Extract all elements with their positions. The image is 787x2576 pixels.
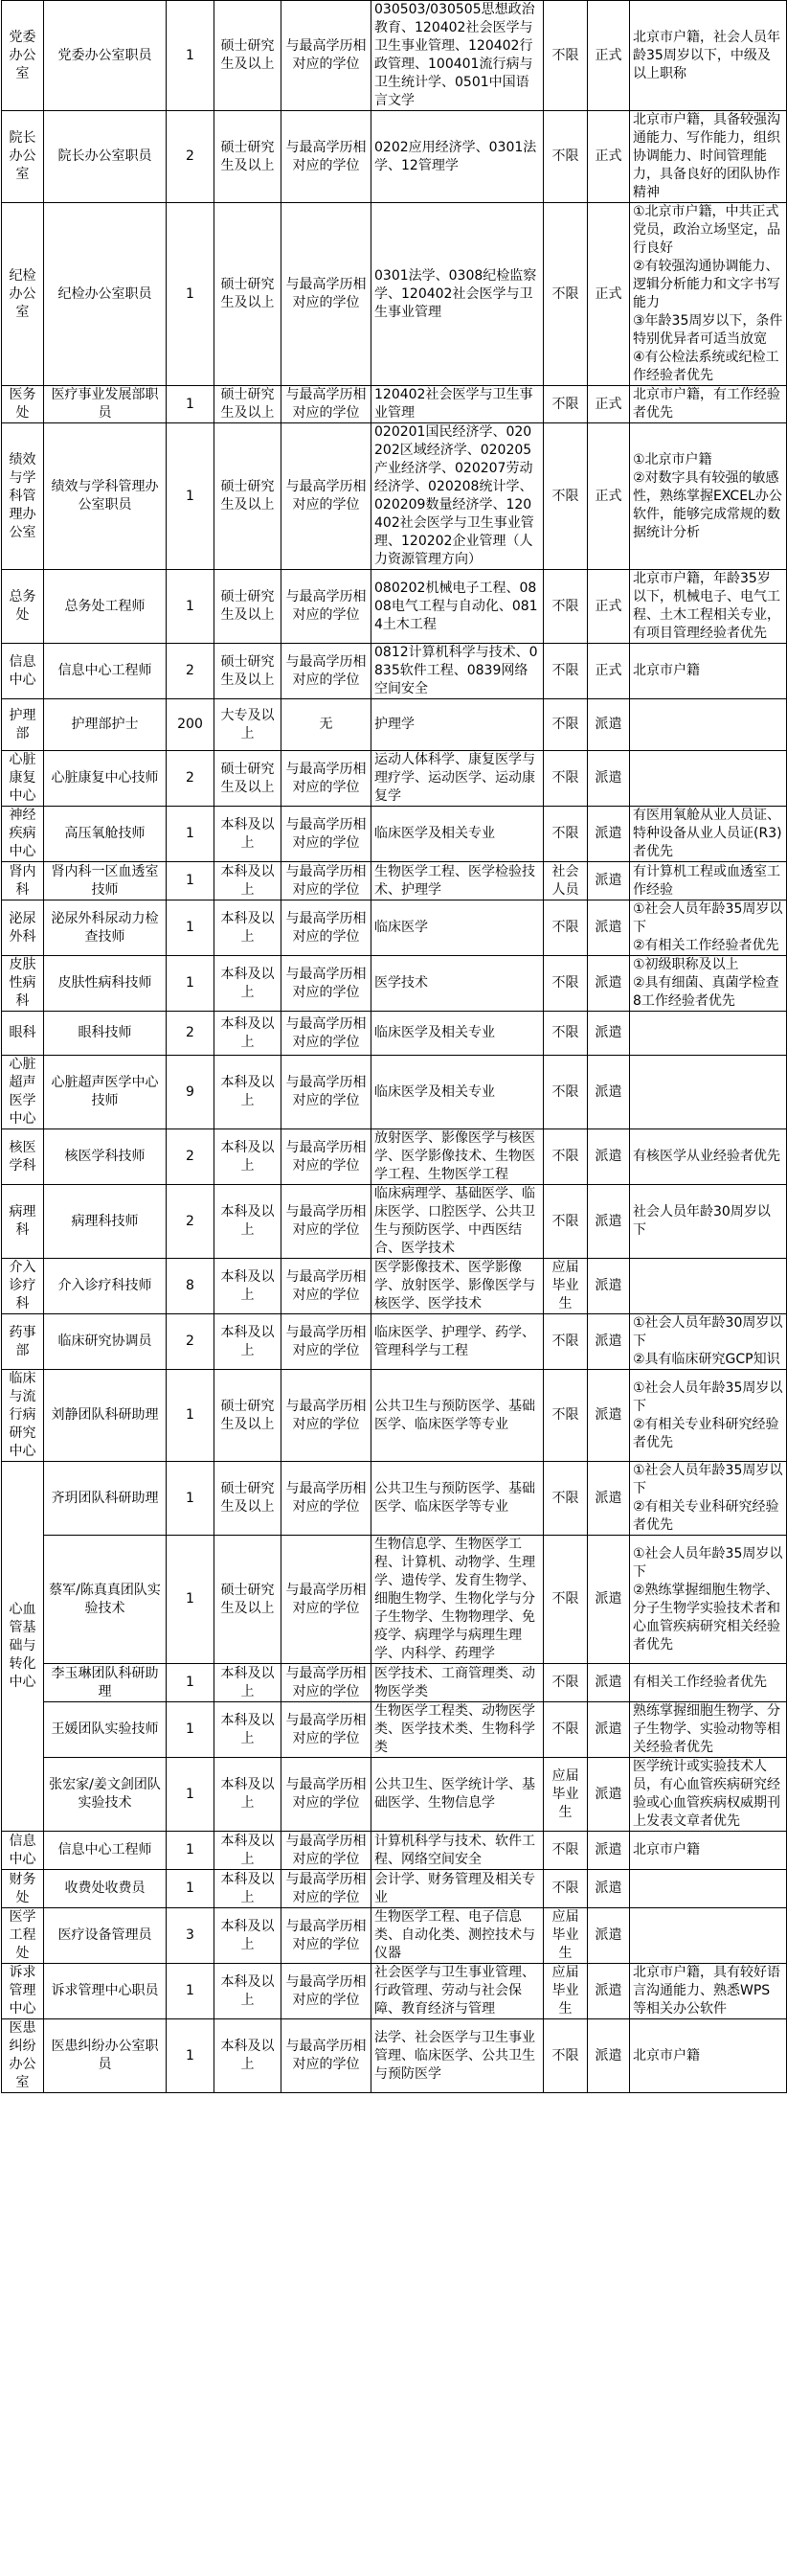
education-cell: 硕士研究生及以上 [214, 203, 281, 386]
headcount-cell: 1 [167, 1664, 214, 1702]
position-cell: 总务处工程师 [44, 570, 167, 644]
employment-type-cell: 派遣 [588, 1314, 630, 1370]
age-cell: 不限 [544, 111, 588, 203]
major-cell: 护理学 [371, 699, 544, 751]
degree-cell: 与最高学历相对应的学位 [281, 386, 371, 423]
education-cell: 硕士研究生及以上 [214, 1370, 281, 1462]
table-row [2, 1259, 787, 1314]
employment-type-cell: 派遣 [588, 862, 630, 900]
table-row [2, 1536, 787, 1664]
age-cell: 不限 [544, 1012, 588, 1056]
major-cell: 0202应用经济学、0301法学、12管理学 [371, 111, 544, 203]
requirements-cell: ①社会人员年龄30周岁以下 ②具有临床研究GCP知识 [630, 1314, 787, 1370]
age-cell: 不限 [544, 1462, 588, 1536]
degree-cell: 与最高学历相对应的学位 [281, 1758, 371, 1832]
employment-type-cell: 派遣 [588, 1259, 630, 1314]
age-cell: 不限 [544, 900, 588, 956]
headcount-cell: 1 [167, 1832, 214, 1870]
education-cell: 硕士研究生及以上 [214, 111, 281, 203]
education-cell: 本科及以上 [214, 956, 281, 1012]
major-cell: 120402社会医学与卫生事业管理 [371, 386, 544, 423]
age-cell: 社会人员 [544, 862, 588, 900]
department-cell: 信息中心 [2, 644, 44, 699]
table-row [2, 1964, 787, 2019]
education-cell: 本科及以上 [214, 2019, 281, 2093]
education-cell: 本科及以上 [214, 900, 281, 956]
department-cell: 泌尿外科 [2, 900, 44, 956]
table-row [2, 1702, 787, 1758]
department-cell: 党委办公室 [2, 1, 44, 111]
degree-cell: 与最高学历相对应的学位 [281, 644, 371, 699]
headcount-cell: 200 [167, 699, 214, 751]
employment-type-cell: 派遣 [588, 1908, 630, 1964]
age-cell: 不限 [544, 1870, 588, 1908]
degree-cell: 与最高学历相对应的学位 [281, 1314, 371, 1370]
employment-type-cell: 正式 [588, 644, 630, 699]
department-cell: 护理部 [2, 699, 44, 751]
department-cell: 财务处 [2, 1870, 44, 1908]
age-cell: 不限 [544, 699, 588, 751]
education-cell: 本科及以上 [214, 1964, 281, 2019]
requirements-cell: 北京市户籍，具备较强沟通能力、写作能力，组织协调能力、时间管理能力，具备良好的团队协作精神 [630, 111, 787, 203]
employment-type-cell: 派遣 [588, 807, 630, 862]
table-row [2, 1012, 787, 1056]
headcount-cell: 2 [167, 1012, 214, 1056]
employment-type-cell: 派遣 [588, 699, 630, 751]
major-cell: 法学、社会医学与卫生事业管理、临床医学、公共卫生与预防医学 [371, 2019, 544, 2093]
requirements-cell: ①初级职称及以上 ②具有细菌、真菌学检查8工作经验者优先 [630, 956, 787, 1012]
table-row [2, 423, 787, 570]
employment-type-cell: 派遣 [588, 1964, 630, 2019]
education-cell: 硕士研究生及以上 [214, 1, 281, 111]
department-cell: 医学工程处 [2, 1908, 44, 1964]
position-cell: 信息中心工程师 [44, 1832, 167, 1870]
employment-type-cell: 正式 [588, 423, 630, 570]
age-cell: 不限 [544, 1185, 588, 1259]
headcount-cell: 1 [167, 1536, 214, 1664]
degree-cell: 与最高学历相对应的学位 [281, 900, 371, 956]
headcount-cell: 1 [167, 1462, 214, 1536]
headcount-cell: 9 [167, 1056, 214, 1129]
position-cell: 蔡军/陈真真团队实验技术 [44, 1536, 167, 1664]
major-cell: 医学技术、工商管理类、动物医学类 [371, 1664, 544, 1702]
age-cell: 不限 [544, 1536, 588, 1664]
department-cell: 心血管基础与转化中心 [2, 1462, 44, 1832]
age-cell: 不限 [544, 1129, 588, 1185]
degree-cell: 与最高学历相对应的学位 [281, 956, 371, 1012]
requirements-cell: ①社会人员年龄35周岁以下 ②有相关专业科研究经验者优先 [630, 1370, 787, 1462]
position-cell: 纪检办公室职员 [44, 203, 167, 386]
headcount-cell: 1 [167, 1758, 214, 1832]
requirements-cell: 有计算机工程或血透室工作经验 [630, 862, 787, 900]
headcount-cell: 1 [167, 862, 214, 900]
recruitment-table [1, 0, 787, 2093]
education-cell: 本科及以上 [214, 1259, 281, 1314]
education-cell: 硕士研究生及以上 [214, 386, 281, 423]
table-row [2, 1129, 787, 1185]
position-cell: 护理部护士 [44, 699, 167, 751]
age-cell: 不限 [544, 1370, 588, 1462]
headcount-cell: 1 [167, 807, 214, 862]
major-cell: 生物医学工程、医学检验技术、护理学 [371, 862, 544, 900]
employment-type-cell: 派遣 [588, 1536, 630, 1664]
department-cell: 神经疾病中心 [2, 807, 44, 862]
headcount-cell: 1 [167, 1, 214, 111]
education-cell: 硕士研究生及以上 [214, 570, 281, 644]
requirements-cell: ①社会人员年龄35周岁以下 ②熟练掌握细胞生物学、分子生物学实验技术者和心血管疾病研究相关经验者优先 [630, 1536, 787, 1664]
headcount-cell: 2 [167, 1185, 214, 1259]
headcount-cell: 8 [167, 1259, 214, 1314]
employment-type-cell: 派遣 [588, 1056, 630, 1129]
headcount-cell: 1 [167, 203, 214, 386]
position-cell: 病理科技师 [44, 1185, 167, 1259]
degree-cell: 与最高学历相对应的学位 [281, 1185, 371, 1259]
major-cell: 临床医学及相关专业 [371, 1012, 544, 1056]
position-cell: 信息中心工程师 [44, 644, 167, 699]
position-cell: 肾内科一区血透室技师 [44, 862, 167, 900]
age-cell: 应届毕业生 [544, 1908, 588, 1964]
major-cell: 公共卫生与预防医学、基础医学、临床医学等专业 [371, 1370, 544, 1462]
department-cell: 肾内科 [2, 862, 44, 900]
degree-cell: 与最高学历相对应的学位 [281, 1129, 371, 1185]
education-cell: 硕士研究生及以上 [214, 1536, 281, 1664]
degree-cell: 与最高学历相对应的学位 [281, 423, 371, 570]
position-cell: 医疗设备管理员 [44, 1908, 167, 1964]
requirements-cell: 医学统计或实验技术人员，有心血管疾病研究经验或心血管疾病权威期刊上发表文章者优先 [630, 1758, 787, 1832]
requirements-cell [630, 1870, 787, 1908]
major-cell: 0812计算机科学与技术、0835软件工程、0839网络空间安全 [371, 644, 544, 699]
table-row [2, 699, 787, 751]
position-cell: 党委办公室职员 [44, 1, 167, 111]
position-cell: 心脏超声医学中心技师 [44, 1056, 167, 1129]
table-row [2, 644, 787, 699]
education-cell: 本科及以上 [214, 862, 281, 900]
employment-type-cell: 派遣 [588, 1832, 630, 1870]
age-cell: 应届毕业生 [544, 1259, 588, 1314]
education-cell: 本科及以上 [214, 807, 281, 862]
headcount-cell: 2 [167, 644, 214, 699]
requirements-cell [630, 1259, 787, 1314]
position-cell: 心脏康复中心技师 [44, 751, 167, 807]
requirements-cell: ①社会人员年龄35周岁以下 ②有相关工作经验者优先 [630, 900, 787, 956]
requirements-cell: 北京市户籍 [630, 2019, 787, 2093]
table-row [2, 751, 787, 807]
table-row [2, 2019, 787, 2093]
degree-cell: 与最高学历相对应的学位 [281, 203, 371, 386]
department-cell: 介入诊疗科 [2, 1259, 44, 1314]
employment-type-cell: 正式 [588, 386, 630, 423]
age-cell: 不限 [544, 751, 588, 807]
degree-cell: 与最高学历相对应的学位 [281, 1664, 371, 1702]
major-cell: 运动人体科学、康复医学与理疗学、运动医学、运动康复学 [371, 751, 544, 807]
education-cell: 本科及以上 [214, 1832, 281, 1870]
position-cell: 刘静团队科研助理 [44, 1370, 167, 1462]
headcount-cell: 1 [167, 1702, 214, 1758]
major-cell: 080202机械电子工程、0808电气工程与自动化、0814土木工程 [371, 570, 544, 644]
position-cell: 李玉琳团队科研助理 [44, 1664, 167, 1702]
position-cell: 齐玥团队科研助理 [44, 1462, 167, 1536]
education-cell: 本科及以上 [214, 1758, 281, 1832]
age-cell: 不限 [544, 1664, 588, 1702]
headcount-cell: 2 [167, 1314, 214, 1370]
headcount-cell: 2 [167, 751, 214, 807]
department-cell: 心脏超声医学中心 [2, 1056, 44, 1129]
employment-type-cell: 派遣 [588, 1012, 630, 1056]
degree-cell: 与最高学历相对应的学位 [281, 1536, 371, 1664]
table-row [2, 203, 787, 386]
table-row [2, 1370, 787, 1462]
department-cell: 医患纠纷办公室 [2, 2019, 44, 2093]
education-cell: 本科及以上 [214, 1056, 281, 1129]
requirements-cell [630, 1012, 787, 1056]
table-row [2, 1908, 787, 1964]
position-cell: 医疗事业发展部职员 [44, 386, 167, 423]
department-cell: 医务处 [2, 386, 44, 423]
department-cell: 病理科 [2, 1185, 44, 1259]
position-cell: 临床研究协调员 [44, 1314, 167, 1370]
age-cell: 应届毕业生 [544, 1758, 588, 1832]
table-row [2, 1758, 787, 1832]
major-cell: 社会医学与卫生事业管理、行政管理、劳动与社会保障、教育经济与管理 [371, 1964, 544, 2019]
age-cell: 不限 [544, 1, 588, 111]
table-row [2, 1, 787, 111]
requirements-cell: 北京市户籍，有工作经验者优先 [630, 386, 787, 423]
education-cell: 本科及以上 [214, 1908, 281, 1964]
education-cell: 本科及以上 [214, 1129, 281, 1185]
department-cell: 心脏康复中心 [2, 751, 44, 807]
age-cell: 不限 [544, 1056, 588, 1129]
degree-cell: 与最高学历相对应的学位 [281, 807, 371, 862]
table-row [2, 1870, 787, 1908]
employment-type-cell: 派遣 [588, 751, 630, 807]
age-cell: 不限 [544, 2019, 588, 2093]
headcount-cell: 1 [167, 1870, 214, 1908]
position-cell: 介入诊疗科技师 [44, 1259, 167, 1314]
age-cell: 不限 [544, 1832, 588, 1870]
headcount-cell: 2 [167, 111, 214, 203]
major-cell: 临床医学、护理学、药学、管理科学与工程 [371, 1314, 544, 1370]
department-cell: 院长办公室 [2, 111, 44, 203]
major-cell: 生物医学工程类、动物医学类、医学技术类、生物科学类 [371, 1702, 544, 1758]
education-cell: 本科及以上 [214, 1702, 281, 1758]
degree-cell: 与最高学历相对应的学位 [281, 862, 371, 900]
major-cell: 计算机科学与技术、软件工程、网络空间安全 [371, 1832, 544, 1870]
major-cell: 0301法学、0308纪检监察学、120402社会医学与卫生事业管理 [371, 203, 544, 386]
employment-type-cell: 正式 [588, 203, 630, 386]
degree-cell: 与最高学历相对应的学位 [281, 111, 371, 203]
table-row [2, 111, 787, 203]
employment-type-cell: 派遣 [588, 1129, 630, 1185]
position-cell: 眼科技师 [44, 1012, 167, 1056]
position-cell: 收费处收费员 [44, 1870, 167, 1908]
employment-type-cell: 派遣 [588, 1664, 630, 1702]
position-cell: 王媛团队实验技师 [44, 1702, 167, 1758]
age-cell: 不限 [544, 386, 588, 423]
table-row [2, 570, 787, 644]
employment-type-cell: 派遣 [588, 2019, 630, 2093]
headcount-cell: 1 [167, 423, 214, 570]
degree-cell: 与最高学历相对应的学位 [281, 1462, 371, 1536]
age-cell: 应届毕业生 [544, 1964, 588, 2019]
major-cell: 会计学、财务管理及相关专业 [371, 1870, 544, 1908]
table-row [2, 1664, 787, 1702]
table-row [2, 386, 787, 423]
major-cell: 医学影像技术、医学影像学、放射医学、影像医学与核医学、医学技术 [371, 1259, 544, 1314]
requirements-cell: 北京市户籍 [630, 1832, 787, 1870]
department-cell: 临床与流行病研究中心 [2, 1370, 44, 1462]
degree-cell: 与最高学历相对应的学位 [281, 1964, 371, 2019]
headcount-cell: 1 [167, 570, 214, 644]
major-cell: 生物信息学、生物医学工程、计算机、动物学、生理学、遗传学、发育生物学、细胞生物学、生物化学与分子生物学、生物物理学、免疫学、病理学与病理生理学、内科学、药理学 [371, 1536, 544, 1664]
requirements-cell: 熟练掌握细胞生物学、分子生物学、实验动物等相关经验者优先 [630, 1702, 787, 1758]
degree-cell: 无 [281, 699, 371, 751]
position-cell: 高压氧舱技师 [44, 807, 167, 862]
degree-cell: 与最高学历相对应的学位 [281, 1908, 371, 1964]
table-row [2, 1832, 787, 1870]
position-cell: 核医学科技师 [44, 1129, 167, 1185]
education-cell: 本科及以上 [214, 1012, 281, 1056]
degree-cell: 与最高学历相对应的学位 [281, 1832, 371, 1870]
major-cell: 030503/030505思想政治教育、120402社会医学与卫生事业管理、120402行政管理、100401流行病与卫生统计学、0501中国语言文学 [371, 1, 544, 111]
employment-type-cell: 派遣 [588, 1185, 630, 1259]
employment-type-cell: 正式 [588, 570, 630, 644]
table-row [2, 1185, 787, 1259]
headcount-cell: 1 [167, 900, 214, 956]
age-cell: 不限 [544, 570, 588, 644]
age-cell: 不限 [544, 203, 588, 386]
degree-cell: 与最高学历相对应的学位 [281, 1702, 371, 1758]
headcount-cell: 2 [167, 1129, 214, 1185]
employment-type-cell: 派遣 [588, 1462, 630, 1536]
education-cell: 本科及以上 [214, 1664, 281, 1702]
requirements-cell: ①社会人员年龄35周岁以下 ②有相关专业科研究经验者优先 [630, 1462, 787, 1536]
department-cell: 绩效与学科管理办公室 [2, 423, 44, 570]
position-cell: 皮肤性病科技师 [44, 956, 167, 1012]
table-row [2, 1056, 787, 1129]
degree-cell: 与最高学历相对应的学位 [281, 1870, 371, 1908]
headcount-cell: 1 [167, 1964, 214, 2019]
requirements-cell [630, 699, 787, 751]
department-cell: 药事部 [2, 1314, 44, 1370]
degree-cell: 与最高学历相对应的学位 [281, 1056, 371, 1129]
education-cell: 本科及以上 [214, 1314, 281, 1370]
requirements-cell: 社会人员年龄30周岁以下 [630, 1185, 787, 1259]
education-cell: 硕士研究生及以上 [214, 644, 281, 699]
education-cell: 本科及以上 [214, 1185, 281, 1259]
education-cell: 大专及以上 [214, 699, 281, 751]
table-row [2, 1462, 787, 1536]
table-row [2, 1314, 787, 1370]
headcount-cell: 1 [167, 386, 214, 423]
age-cell: 不限 [544, 807, 588, 862]
requirements-cell [630, 751, 787, 807]
major-cell: 公共卫生、医学统计学、基础医学、生物信息学 [371, 1758, 544, 1832]
department-cell: 皮肤性病科 [2, 956, 44, 1012]
requirements-cell [630, 1908, 787, 1964]
employment-type-cell: 正式 [588, 1, 630, 111]
requirements-cell [630, 1056, 787, 1129]
education-cell: 本科及以上 [214, 1870, 281, 1908]
major-cell: 020201国民经济学、020202区域经济学、020205产业经济学、020207劳动经济学、020208统计学、020209数量经济学、120402社会医学与卫生事业管理、120202企业管理（人力资源管理方向） [371, 423, 544, 570]
headcount-cell: 3 [167, 1908, 214, 1964]
major-cell: 公共卫生与预防医学、基础医学、临床医学等专业 [371, 1462, 544, 1536]
major-cell: 临床医学及相关专业 [371, 807, 544, 862]
age-cell: 不限 [544, 423, 588, 570]
requirements-cell: ①北京市户籍 ②对数字具有较强的敏感性，熟练掌握EXCEL办公软件，能够完成常规的数据统计分析 [630, 423, 787, 570]
requirements-cell: 有医用氧舱从业人员证、特种设备从业人员证(R3)者优先 [630, 807, 787, 862]
education-cell: 硕士研究生及以上 [214, 423, 281, 570]
employment-type-cell: 派遣 [588, 956, 630, 1012]
requirements-cell: 北京市户籍，年龄35岁以下，机械电子、电气工程、土木工程相关专业，有项目管理经验者优先 [630, 570, 787, 644]
major-cell: 医学技术 [371, 956, 544, 1012]
table-row [2, 807, 787, 862]
department-cell: 纪检办公室 [2, 203, 44, 386]
requirements-cell: 有核医学从业经验者优先 [630, 1129, 787, 1185]
position-cell: 泌尿外科尿动力检查技师 [44, 900, 167, 956]
major-cell: 放射医学、影像医学与核医学、医学影像技术、生物医学工程、生物医学工程 [371, 1129, 544, 1185]
degree-cell: 与最高学历相对应的学位 [281, 751, 371, 807]
requirements-cell: 北京市户籍 [630, 644, 787, 699]
employment-type-cell: 正式 [588, 111, 630, 203]
department-cell: 总务处 [2, 570, 44, 644]
education-cell: 硕士研究生及以上 [214, 751, 281, 807]
position-cell: 张宏家/姜文剑团队实验技术 [44, 1758, 167, 1832]
degree-cell: 与最高学历相对应的学位 [281, 2019, 371, 2093]
major-cell: 临床病理学、基础医学、临床医学、口腔医学、公共卫生与预防医学、中西医结合、医学技术 [371, 1185, 544, 1259]
employment-type-cell: 派遣 [588, 1758, 630, 1832]
employment-type-cell: 派遣 [588, 1870, 630, 1908]
major-cell: 临床医学 [371, 900, 544, 956]
major-cell: 生物医学工程、电子信息类、自动化类、测控技术与仪器 [371, 1908, 544, 1964]
requirements-cell: ①北京市户籍，中共正式党员，政治立场坚定，品行良好 ②有较强沟通协调能力、逻辑分析能力和文字书写能力 ③年龄35周岁以下，条件特别优异者可适当放宽 ④有公检法系统或纪检工作经验者优先 [630, 203, 787, 386]
degree-cell: 与最高学历相对应的学位 [281, 1259, 371, 1314]
requirements-cell: 北京市户籍，社会人员年龄35周岁以下，中级及以上职称 [630, 1, 787, 111]
major-cell: 临床医学及相关专业 [371, 1056, 544, 1129]
position-cell: 绩效与学科管理办公室职员 [44, 423, 167, 570]
position-cell: 院长办公室职员 [44, 111, 167, 203]
employment-type-cell: 派遣 [588, 1702, 630, 1758]
education-cell: 硕士研究生及以上 [214, 1462, 281, 1536]
age-cell: 不限 [544, 644, 588, 699]
department-cell: 诉求管理中心 [2, 1964, 44, 2019]
age-cell: 不限 [544, 1314, 588, 1370]
table-row [2, 900, 787, 956]
department-cell: 信息中心 [2, 1832, 44, 1870]
employment-type-cell: 派遣 [588, 900, 630, 956]
requirements-cell: 北京市户籍，具有较好语言沟通能力、熟悉WPS等相关办公软件 [630, 1964, 787, 2019]
age-cell: 不限 [544, 956, 588, 1012]
degree-cell: 与最高学历相对应的学位 [281, 570, 371, 644]
degree-cell: 与最高学历相对应的学位 [281, 1012, 371, 1056]
degree-cell: 与最高学历相对应的学位 [281, 1, 371, 111]
age-cell: 不限 [544, 1702, 588, 1758]
headcount-cell: 1 [167, 956, 214, 1012]
position-cell: 诉求管理中心职员 [44, 1964, 167, 2019]
department-cell: 眼科 [2, 1012, 44, 1056]
requirements-cell: 有相关工作经验者优先 [630, 1664, 787, 1702]
table-row [2, 862, 787, 900]
headcount-cell: 1 [167, 1370, 214, 1462]
department-cell: 核医学科 [2, 1129, 44, 1185]
degree-cell: 与最高学历相对应的学位 [281, 1370, 371, 1462]
headcount-cell: 1 [167, 2019, 214, 2093]
table-row [2, 956, 787, 1012]
position-cell: 医患纠纷办公室职员 [44, 2019, 167, 2093]
employment-type-cell: 派遣 [588, 1370, 630, 1462]
